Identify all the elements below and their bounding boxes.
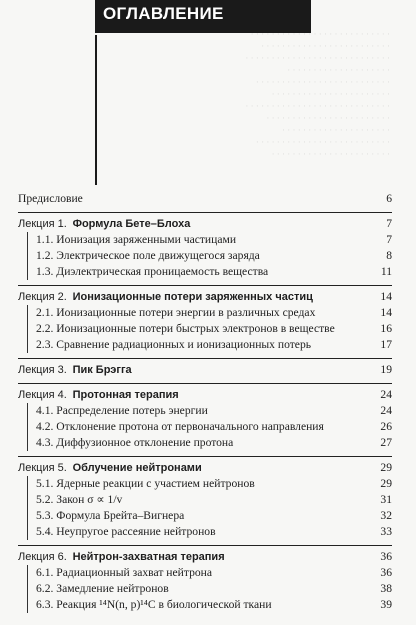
section-number: 6.2. <box>36 582 54 595</box>
section-number: 5.3. <box>36 509 54 522</box>
section-list <box>27 403 392 451</box>
lecture-block <box>18 545 392 613</box>
lecture-label: Лекция 5. <box>18 462 67 474</box>
section-title: Ионизационные потери быстрых электронов в веществе <box>56 322 335 335</box>
table-of-contents <box>18 191 392 613</box>
lecture-title: Протонная терапия <box>72 389 179 401</box>
section-title: Отклонение протона от первоначального направления <box>56 420 324 433</box>
lecture-page: 36 <box>380 550 392 563</box>
lecture-label: Лекция 2. <box>18 291 67 303</box>
lecture-heading[interactable] <box>18 387 392 403</box>
section-page: 26 <box>380 420 392 433</box>
section-number: 5.4. <box>36 525 54 538</box>
toc-section[interactable] <box>28 337 392 353</box>
lecture-page: 14 <box>380 290 392 303</box>
lecture-heading[interactable] <box>18 289 392 305</box>
header-vertical-rule <box>95 35 97 185</box>
toc-section[interactable] <box>28 597 392 613</box>
toc-section[interactable] <box>28 419 392 435</box>
lecture-label: Лекция 3. <box>18 364 67 376</box>
toc-section[interactable] <box>28 581 392 597</box>
toc-section[interactable] <box>28 305 392 321</box>
section-title: Реакция ¹⁴N(n, p)¹⁴C в биологической ткани <box>56 598 272 611</box>
section-page: 11 <box>380 265 392 278</box>
section-number: 5.2. <box>36 493 54 506</box>
section-page: 8 <box>386 249 392 262</box>
lecture-heading[interactable] <box>18 549 392 565</box>
lecture-block <box>18 212 392 280</box>
section-number: 1.3. <box>36 265 54 278</box>
lecture-title: Ионизационные потери заряженных частиц <box>72 291 313 303</box>
section-list <box>27 476 392 540</box>
lecture-page: 24 <box>380 388 392 401</box>
section-number: 2.2. <box>36 322 54 335</box>
section-title: Неупругое рассеяние нейтронов <box>56 525 216 538</box>
lecture-title: Формула Бете–Блоха <box>72 218 191 230</box>
lecture-heading[interactable] <box>18 460 392 476</box>
section-title: Сравнение радиационных и ионизационных потерь <box>56 338 312 351</box>
lecture-label: Лекция 6. <box>18 551 67 563</box>
section-title: Электрическое поле движущегося заряда <box>56 249 260 262</box>
lecture-page: 19 <box>380 363 392 376</box>
section-number: 6.3. <box>36 598 54 611</box>
lecture-label: Лекция 1. <box>18 218 67 230</box>
section-title: Диэлектрическая проницаемость вещества <box>56 265 269 278</box>
section-number: 4.2. <box>36 420 54 433</box>
lecture-block <box>18 285 392 353</box>
lecture-block <box>18 383 392 451</box>
section-number: 2.3. <box>36 338 54 351</box>
section-title: Ионизационные потери энергии в различных средах <box>56 306 316 319</box>
preface-page: 6 <box>386 192 392 205</box>
section-title: Диффузионное отклонение протона <box>56 436 234 449</box>
section-list <box>27 232 392 280</box>
lecture-page: 29 <box>380 461 392 474</box>
section-title: Ионизация заряженными частицами <box>56 233 237 246</box>
section-title: Распределение потерь энергии <box>56 404 208 417</box>
section-number: 2.1. <box>36 306 54 319</box>
section-list <box>27 565 392 613</box>
section-page: 39 <box>380 598 392 611</box>
toc-section[interactable] <box>28 524 392 540</box>
section-title: Закон σ ∝ 1/v <box>56 493 123 506</box>
section-page: 33 <box>380 525 392 538</box>
lecture-block <box>18 456 392 540</box>
section-page: 32 <box>380 509 392 522</box>
page-title: ОГЛАВЛЕНИЕ <box>103 4 224 23</box>
section-number: 1.2. <box>36 249 54 262</box>
section-title: Радиационный захват нейтрона <box>56 566 213 579</box>
section-page: 24 <box>380 404 392 417</box>
lecture-page: 7 <box>386 217 392 230</box>
section-list <box>27 305 392 353</box>
section-title: Ядерные реакции с участием нейтронов <box>56 477 255 490</box>
toc-section[interactable] <box>28 492 392 508</box>
lecture-heading[interactable] <box>18 216 392 232</box>
section-page: 7 <box>386 233 392 246</box>
lecture-list <box>18 212 392 613</box>
toc-section[interactable] <box>28 248 392 264</box>
section-page: 38 <box>380 582 392 595</box>
section-number: 5.1. <box>36 477 54 490</box>
section-page: 27 <box>380 436 392 449</box>
lecture-label: Лекция 4. <box>18 389 67 401</box>
section-number: 6.1. <box>36 566 54 579</box>
lecture-block <box>18 358 392 378</box>
section-number: 4.1. <box>36 404 54 417</box>
toc-section[interactable] <box>28 476 392 492</box>
section-page: 16 <box>380 322 392 335</box>
section-number: 1.1. <box>36 233 54 246</box>
section-page: 14 <box>380 306 392 319</box>
section-page: 31 <box>380 493 392 506</box>
lecture-heading[interactable] <box>18 362 392 378</box>
toc-section[interactable] <box>28 565 392 581</box>
toc-section[interactable] <box>28 403 392 419</box>
section-page: 17 <box>380 338 392 351</box>
toc-section[interactable] <box>28 264 392 280</box>
toc-section[interactable] <box>28 232 392 248</box>
lecture-title: Нейтрон-захватная терапия <box>72 551 225 563</box>
toc-preface[interactable] <box>18 191 392 207</box>
toc-section[interactable] <box>28 508 392 524</box>
section-title: Формула Брейта–Вигнера <box>56 509 185 522</box>
preface-title: Предисловие <box>18 192 83 205</box>
bleed-through-texture: · · · · · · · · · · · · · · · · · · · · · · · · · · · · · · · · · · · · · · · · · · · · · · · · · · · · · · · · · · · · · · · · · · · · · · · · · · · · · · · · · · · · · · · · · · · · · · · · · · · · · · · · · · · · · · · · · · · · · · · · · · · · · · · · · · · · · · · · · · · · · · · · · · · · · · · · · · · · · · · · · · · · · · · · · · · · · · · · · · · · · · · · · · · · · · · · · · · · · · · · · · · · · · · · · · · · · · · · · · · · · · · · · · · · · · · · · · · · · · · · · · · · · · · · · · · · · · · · · · · · · · · · · · · · · · · <box>245 29 390 159</box>
toc-section[interactable] <box>28 321 392 337</box>
toc-section[interactable] <box>28 435 392 451</box>
lecture-title: Облучение нейтронами <box>72 462 202 474</box>
section-number: 4.3. <box>36 436 54 449</box>
section-page: 36 <box>380 566 392 579</box>
section-title: Замедление нейтронов <box>56 582 169 595</box>
section-page: 29 <box>380 477 392 490</box>
lecture-title: Пик Брэгга <box>72 364 132 376</box>
